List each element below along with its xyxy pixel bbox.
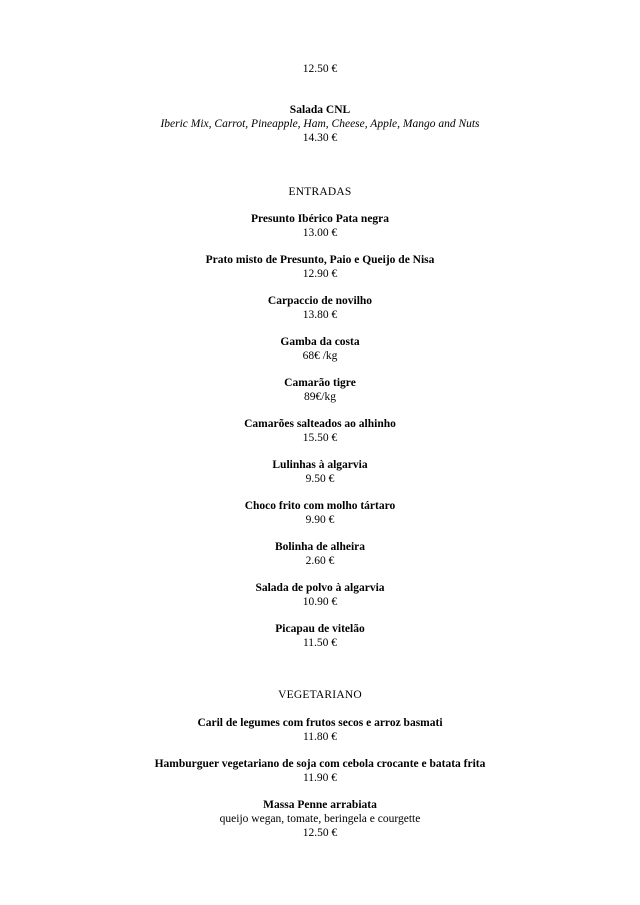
item-price: 11.50 € <box>302 637 338 649</box>
item-name: Gamba da costa <box>280 336 360 348</box>
item-price: 12.90 € <box>302 268 338 280</box>
item-price: 12.50 € <box>302 63 338 75</box>
item-name: Camarões salteados ao alhinho <box>244 418 396 430</box>
item-price: 11.90 € <box>302 772 338 784</box>
item-price: 14.30 € <box>302 132 338 144</box>
item-name: Picapau de vitelão <box>275 623 365 635</box>
item-description: queijo wegan, tomate, beringela e courgette <box>219 813 421 825</box>
item-price: 89€/kg <box>304 391 336 403</box>
item-name: Salada CNL <box>289 104 351 116</box>
item-name: Choco frito com molho tártaro <box>244 500 396 512</box>
item-name: Hamburguer vegetariano de soja com cebola crocante e batata frita <box>154 758 486 770</box>
item-name: Caril de legumes com frutos secos e arroz basmati <box>197 717 443 729</box>
item-price: 10.90 € <box>302 596 338 608</box>
item-name: Carpaccio de novilho <box>267 295 373 307</box>
item-price: 11.80 € <box>302 731 338 743</box>
item-name: Bolinha de alheira <box>274 541 366 553</box>
item-name: Massa Penne arrabiata <box>263 799 377 811</box>
item-price: 68€ /kg <box>302 350 338 362</box>
section-title-vegetariano: VEGETARIANO <box>278 689 362 701</box>
item-name: Lulinhas à algarvia <box>272 459 368 471</box>
item-price: 9.50 € <box>305 473 335 485</box>
section-title-entradas: ENTRADAS <box>288 186 352 198</box>
item-name: Camarão tigre <box>284 377 356 389</box>
item-price: 13.00 € <box>302 227 338 239</box>
item-name: Salada de polvo à algarvia <box>255 582 385 594</box>
item-name: Prato misto de Presunto, Paio e Queijo de Nisa <box>205 254 435 266</box>
item-description: Iberic Mix, Carrot, Pineapple, Ham, Cheese, Apple, Mango and Nuts <box>160 118 480 130</box>
item-price: 9.90 € <box>305 514 335 526</box>
item-name: Presunto Ibérico Pata negra <box>250 213 390 225</box>
item-price: 2.60 € <box>305 555 335 567</box>
item-price: 13.80 € <box>302 309 338 321</box>
item-price: 15.50 € <box>302 432 338 444</box>
item-price: 12.50 € <box>302 827 338 839</box>
